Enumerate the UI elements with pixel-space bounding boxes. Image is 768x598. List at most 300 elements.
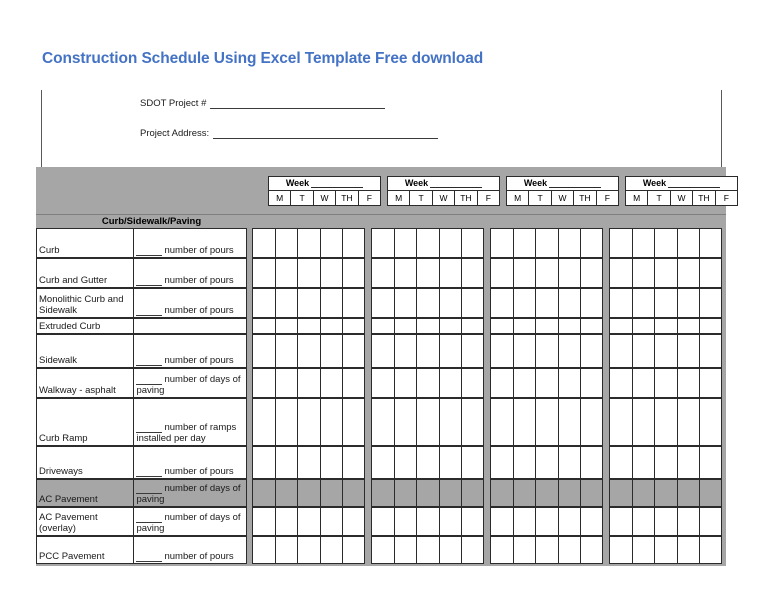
grid-cell-m[interactable] <box>253 335 275 367</box>
grid-cell-th[interactable] <box>559 319 581 333</box>
grid-cell-m[interactable] <box>610 537 632 563</box>
grid-cell-w[interactable] <box>536 447 558 478</box>
grid-cell-m[interactable] <box>372 480 394 506</box>
grid-cell-f[interactable] <box>581 369 602 397</box>
grid-cell-f[interactable] <box>462 508 483 535</box>
grid-cell-th[interactable] <box>559 537 581 563</box>
grid-cell-w[interactable] <box>655 289 677 317</box>
grid-cell-w[interactable] <box>417 259 439 287</box>
grid-cell-th[interactable] <box>321 480 343 506</box>
grid-cell-m[interactable] <box>372 229 394 257</box>
grid-cell-m[interactable] <box>610 319 632 333</box>
task-description-cell[interactable] <box>133 398 247 446</box>
grid-cell-w[interactable] <box>417 369 439 397</box>
table-row <box>36 368 726 398</box>
grid-cell-m[interactable] <box>372 537 394 563</box>
grid-cell-w[interactable] <box>536 229 558 257</box>
grid-cell-m[interactable] <box>253 399 275 445</box>
grid-cell-th[interactable] <box>559 259 581 287</box>
grid-week-3 <box>490 536 603 564</box>
grid-cell-th[interactable] <box>559 447 581 478</box>
grid-week-2 <box>371 398 484 446</box>
grid-cell-t[interactable] <box>514 259 536 287</box>
grid-cell-th[interactable] <box>440 259 462 287</box>
grid-cell-f[interactable] <box>462 480 483 506</box>
grid-cell-w[interactable] <box>655 447 677 478</box>
grid-cell-t[interactable] <box>395 480 417 506</box>
grid-cell-w[interactable] <box>417 399 439 445</box>
grid-cell-t[interactable] <box>514 447 536 478</box>
quantity-input[interactable] <box>136 553 162 562</box>
grid-week-3 <box>490 334 603 368</box>
grid-cell-w[interactable] <box>417 508 439 535</box>
grid-cell-m[interactable] <box>253 537 275 563</box>
grid-cell-m[interactable] <box>610 508 632 535</box>
grid-cell-w[interactable] <box>298 289 320 317</box>
grid-cell-th[interactable] <box>321 537 343 563</box>
grid-cell-w[interactable] <box>536 335 558 367</box>
grid-cell-t[interactable] <box>633 319 655 333</box>
grid-cell-th[interactable] <box>678 229 700 257</box>
grid-cell-th[interactable] <box>678 335 700 367</box>
grid-cell-th[interactable] <box>321 259 343 287</box>
day-header-row-3 <box>507 191 618 205</box>
task-description-cell[interactable] <box>133 318 247 334</box>
grid-cell-w[interactable] <box>298 480 320 506</box>
grid-cell-f[interactable] <box>462 335 483 367</box>
grid-cell-f[interactable] <box>700 229 721 257</box>
grid-cell-t[interactable] <box>276 229 298 257</box>
grid-cell-th[interactable] <box>678 537 700 563</box>
grid-cell-t[interactable] <box>633 289 655 317</box>
grid-cell-f[interactable] <box>700 319 721 333</box>
week-number-input-1[interactable] <box>311 179 363 188</box>
section-header-label: Curb/Sidewalk/Paving <box>36 216 268 227</box>
grid-cell-m[interactable] <box>491 259 513 287</box>
grid-cell-m[interactable] <box>491 508 513 535</box>
grid-cell-m[interactable] <box>253 229 275 257</box>
grid-cell-w[interactable] <box>298 447 320 478</box>
grid-cell-m[interactable] <box>610 229 632 257</box>
grid-cell-f[interactable] <box>581 229 602 257</box>
grid-cell-t[interactable] <box>276 508 298 535</box>
grid-cell-t[interactable] <box>633 335 655 367</box>
grid-cell-w[interactable] <box>417 229 439 257</box>
grid-cell-f[interactable] <box>462 537 483 563</box>
grid-cell-f[interactable] <box>581 537 602 563</box>
grid-cell-m[interactable] <box>253 259 275 287</box>
grid-cell-w[interactable] <box>298 508 320 535</box>
grid-cell-th[interactable] <box>440 480 462 506</box>
task-name-cell: Curb Ramp <box>36 398 134 446</box>
grid-cell-w[interactable] <box>417 537 439 563</box>
grid-cell-t[interactable] <box>633 537 655 563</box>
grid-cell-t[interactable] <box>514 335 536 367</box>
grid-cell-w[interactable] <box>417 447 439 478</box>
grid-cell-w[interactable] <box>417 319 439 333</box>
grid-cell-th[interactable] <box>321 229 343 257</box>
grid-cell-m[interactable] <box>372 289 394 317</box>
day-header-th: TH <box>693 191 715 205</box>
table-row <box>36 334 726 368</box>
schedule-grid-row <box>252 318 722 334</box>
quantity-input[interactable] <box>136 468 162 477</box>
grid-cell-f[interactable] <box>343 399 364 445</box>
grid-cell-th[interactable] <box>440 447 462 478</box>
grid-cell-w[interactable] <box>417 289 439 317</box>
grid-cell-t[interactable] <box>633 229 655 257</box>
grid-cell-f[interactable] <box>343 335 364 367</box>
grid-week-3 <box>490 446 603 479</box>
grid-cell-w[interactable] <box>655 480 677 506</box>
day-header-t: T <box>529 191 551 205</box>
grid-cell-f[interactable] <box>581 259 602 287</box>
grid-week-2 <box>371 228 484 258</box>
grid-cell-f[interactable] <box>581 447 602 478</box>
task-description-cell[interactable] <box>133 288 247 318</box>
grid-week-1 <box>252 334 365 368</box>
form-field-sdot-project[interactable] <box>140 98 385 109</box>
grid-cell-th[interactable] <box>559 369 581 397</box>
grid-cell-t[interactable] <box>514 508 536 535</box>
quantity-input[interactable] <box>136 247 162 256</box>
grid-cell-t[interactable] <box>633 508 655 535</box>
grid-cell-f[interactable] <box>700 480 721 506</box>
grid-cell-w[interactable] <box>298 229 320 257</box>
grid-cell-w[interactable] <box>655 537 677 563</box>
grid-cell-th[interactable] <box>678 480 700 506</box>
grid-cell-f[interactable] <box>343 508 364 535</box>
grid-cell-f[interactable] <box>581 289 602 317</box>
grid-cell-w[interactable] <box>536 369 558 397</box>
grid-cell-th[interactable] <box>440 335 462 367</box>
grid-cell-w[interactable] <box>298 319 320 333</box>
task-description-text: number of days of paving <box>136 483 241 505</box>
grid-cell-f[interactable] <box>462 369 483 397</box>
grid-cell-w[interactable] <box>417 480 439 506</box>
grid-week-4 <box>609 258 722 288</box>
quantity-input[interactable] <box>136 485 162 494</box>
grid-week-4 <box>609 318 722 334</box>
grid-cell-f[interactable] <box>343 259 364 287</box>
grid-cell-w[interactable] <box>298 369 320 397</box>
week-number-input-4[interactable] <box>668 179 720 188</box>
grid-week-3 <box>490 288 603 318</box>
grid-cell-t[interactable] <box>395 335 417 367</box>
grid-cell-m[interactable] <box>372 259 394 287</box>
grid-week-3 <box>490 479 603 507</box>
grid-cell-th[interactable] <box>678 289 700 317</box>
grid-cell-w[interactable] <box>655 229 677 257</box>
grid-cell-t[interactable] <box>276 480 298 506</box>
grid-cell-m[interactable] <box>610 335 632 367</box>
table-row <box>36 318 726 334</box>
grid-cell-m[interactable] <box>610 369 632 397</box>
grid-cell-w[interactable] <box>536 480 558 506</box>
grid-cell-f[interactable] <box>343 319 364 333</box>
grid-cell-f[interactable] <box>462 289 483 317</box>
grid-cell-th[interactable] <box>678 508 700 535</box>
grid-cell-f[interactable] <box>700 447 721 478</box>
grid-week-1 <box>252 446 365 479</box>
grid-cell-t[interactable] <box>633 399 655 445</box>
grid-cell-th[interactable] <box>559 480 581 506</box>
grid-cell-th[interactable] <box>678 447 700 478</box>
grid-cell-th[interactable] <box>440 229 462 257</box>
grid-cell-f[interactable] <box>700 335 721 367</box>
table-row <box>36 398 726 446</box>
grid-cell-m[interactable] <box>491 447 513 478</box>
grid-cell-f[interactable] <box>581 480 602 506</box>
week-block-3 <box>506 176 619 206</box>
grid-cell-m[interactable] <box>372 319 394 333</box>
task-description-text: number of days of paving <box>136 374 241 396</box>
grid-cell-th[interactable] <box>440 289 462 317</box>
grid-cell-th[interactable] <box>559 289 581 317</box>
grid-cell-m[interactable] <box>253 369 275 397</box>
grid-cell-th[interactable] <box>559 229 581 257</box>
grid-cell-m[interactable] <box>491 537 513 563</box>
grid-cell-t[interactable] <box>276 537 298 563</box>
grid-cell-th[interactable] <box>678 319 700 333</box>
week-block-2 <box>387 176 500 206</box>
form-field-project-address[interactable] <box>140 128 438 139</box>
grid-week-1 <box>252 398 365 446</box>
grid-cell-m[interactable] <box>491 289 513 317</box>
grid-cell-t[interactable] <box>514 399 536 445</box>
grid-cell-th[interactable] <box>321 399 343 445</box>
task-description-cell[interactable] <box>133 334 247 368</box>
quantity-input[interactable] <box>136 376 162 385</box>
grid-cell-w[interactable] <box>655 259 677 287</box>
grid-cell-t[interactable] <box>395 229 417 257</box>
grid-cell-th[interactable] <box>440 319 462 333</box>
quantity-input[interactable] <box>136 514 162 523</box>
grid-cell-t[interactable] <box>514 480 536 506</box>
task-description-cell[interactable] <box>133 368 247 398</box>
form-input-sdot-project[interactable] <box>210 98 385 109</box>
grid-cell-th[interactable] <box>321 335 343 367</box>
day-header-row-2 <box>388 191 499 205</box>
grid-cell-m[interactable] <box>253 480 275 506</box>
grid-cell-f[interactable] <box>343 480 364 506</box>
grid-cell-f[interactable] <box>343 229 364 257</box>
grid-cell-f[interactable] <box>343 447 364 478</box>
week-number-input-2[interactable] <box>430 179 482 188</box>
grid-cell-t[interactable] <box>514 319 536 333</box>
grid-cell-t[interactable] <box>633 369 655 397</box>
grid-cell-m[interactable] <box>610 480 632 506</box>
grid-cell-m[interactable] <box>372 508 394 535</box>
grid-cell-w[interactable] <box>536 537 558 563</box>
schedule-grid-row <box>252 334 722 368</box>
quantity-input[interactable] <box>136 424 162 433</box>
day-header-m: M <box>388 191 410 205</box>
grid-week-3 <box>490 398 603 446</box>
grid-cell-t[interactable] <box>395 447 417 478</box>
row-right-edge <box>722 334 726 368</box>
grid-cell-t[interactable] <box>395 537 417 563</box>
grid-cell-w[interactable] <box>536 289 558 317</box>
quantity-input[interactable] <box>136 357 162 366</box>
week-blocks <box>268 176 738 206</box>
grid-cell-th[interactable] <box>440 508 462 535</box>
grid-week-4 <box>609 368 722 398</box>
grid-cell-f[interactable] <box>581 319 602 333</box>
grid-cell-t[interactable] <box>395 508 417 535</box>
grid-cell-t[interactable] <box>514 537 536 563</box>
grid-cell-th[interactable] <box>321 289 343 317</box>
form-input-project-address[interactable] <box>213 128 438 139</box>
day-header-row-1 <box>269 191 380 205</box>
grid-cell-th[interactable] <box>321 319 343 333</box>
task-name-cell: Monolithic Curb and Sidewalk <box>36 288 134 318</box>
grid-cell-th[interactable] <box>559 399 581 445</box>
grid-cell-m[interactable] <box>491 319 513 333</box>
grid-cell-w[interactable] <box>655 369 677 397</box>
grid-cell-th[interactable] <box>678 369 700 397</box>
grid-cell-f[interactable] <box>462 399 483 445</box>
quantity-input[interactable] <box>136 307 162 316</box>
grid-cell-m[interactable] <box>610 399 632 445</box>
grid-cell-w[interactable] <box>417 335 439 367</box>
day-header-th: TH <box>336 191 358 205</box>
grid-cell-t[interactable] <box>395 259 417 287</box>
grid-cell-t[interactable] <box>514 229 536 257</box>
grid-cell-m[interactable] <box>491 335 513 367</box>
schedule-grid-row <box>252 479 722 507</box>
grid-cell-w[interactable] <box>655 399 677 445</box>
grid-cell-w[interactable] <box>298 537 320 563</box>
grid-cell-w[interactable] <box>298 399 320 445</box>
grid-cell-f[interactable] <box>462 447 483 478</box>
grid-cell-w[interactable] <box>298 335 320 367</box>
grid-cell-t[interactable] <box>514 369 536 397</box>
task-description-text: number of pours <box>164 466 234 477</box>
grid-cell-m[interactable] <box>610 259 632 287</box>
grid-cell-m[interactable] <box>253 447 275 478</box>
grid-cell-w[interactable] <box>536 399 558 445</box>
grid-cell-th[interactable] <box>559 508 581 535</box>
grid-cell-t[interactable] <box>276 369 298 397</box>
task-description-cell[interactable] <box>133 258 247 288</box>
grid-cell-t[interactable] <box>633 447 655 478</box>
grid-cell-th[interactable] <box>321 369 343 397</box>
task-description-cell[interactable] <box>133 228 247 258</box>
schedule-grid-row <box>252 228 722 258</box>
grid-cell-f[interactable] <box>343 289 364 317</box>
schedule-grid-row <box>252 398 722 446</box>
grid-cell-th[interactable] <box>678 399 700 445</box>
table-row <box>36 288 726 318</box>
grid-cell-f[interactable] <box>700 508 721 535</box>
day-header-th: TH <box>455 191 477 205</box>
grid-cell-m[interactable] <box>372 369 394 397</box>
grid-cell-m[interactable] <box>253 508 275 535</box>
grid-cell-th[interactable] <box>678 259 700 287</box>
grid-cell-t[interactable] <box>276 447 298 478</box>
task-description-cell[interactable] <box>133 536 247 564</box>
task-description-cell[interactable] <box>133 479 247 507</box>
grid-cell-w[interactable] <box>536 508 558 535</box>
grid-cell-m[interactable] <box>610 289 632 317</box>
grid-cell-m[interactable] <box>491 399 513 445</box>
grid-cell-f[interactable] <box>581 335 602 367</box>
grid-cell-m[interactable] <box>372 399 394 445</box>
grid-cell-f[interactable] <box>462 319 483 333</box>
grid-cell-m[interactable] <box>491 229 513 257</box>
table-row <box>36 258 726 288</box>
grid-cell-th[interactable] <box>440 369 462 397</box>
grid-cell-th[interactable] <box>440 537 462 563</box>
task-description-cell[interactable] <box>133 507 247 536</box>
week-number-input-3[interactable] <box>549 179 601 188</box>
grid-cell-t[interactable] <box>633 259 655 287</box>
grid-cell-t[interactable] <box>395 399 417 445</box>
grid-cell-th[interactable] <box>321 508 343 535</box>
grid-cell-f[interactable] <box>700 369 721 397</box>
grid-cell-w[interactable] <box>655 508 677 535</box>
grid-cell-th[interactable] <box>321 447 343 478</box>
grid-cell-w[interactable] <box>536 259 558 287</box>
grid-cell-t[interactable] <box>276 259 298 287</box>
grid-cell-th[interactable] <box>440 399 462 445</box>
grid-cell-t[interactable] <box>276 319 298 333</box>
grid-cell-t[interactable] <box>395 319 417 333</box>
grid-cell-t[interactable] <box>395 289 417 317</box>
grid-cell-f[interactable] <box>462 229 483 257</box>
day-header-t: T <box>291 191 313 205</box>
grid-cell-t[interactable] <box>633 480 655 506</box>
task-description-cell[interactable] <box>133 446 247 479</box>
grid-cell-t[interactable] <box>276 289 298 317</box>
grid-cell-f[interactable] <box>700 399 721 445</box>
schedule-grid-row <box>252 507 722 536</box>
row-right-edge <box>722 228 726 258</box>
grid-week-4 <box>609 288 722 318</box>
grid-cell-t[interactable] <box>395 369 417 397</box>
grid-cell-w[interactable] <box>655 319 677 333</box>
grid-cell-m[interactable] <box>253 319 275 333</box>
grid-cell-f[interactable] <box>343 537 364 563</box>
grid-cell-f[interactable] <box>343 369 364 397</box>
grid-cell-f[interactable] <box>581 399 602 445</box>
quantity-input[interactable] <box>136 277 162 286</box>
grid-cell-m[interactable] <box>372 335 394 367</box>
task-description-text: number of pours <box>164 355 234 366</box>
grid-cell-w[interactable] <box>298 259 320 287</box>
grid-cell-m[interactable] <box>372 447 394 478</box>
grid-cell-t[interactable] <box>514 289 536 317</box>
row-right-edge <box>722 318 726 334</box>
grid-cell-t[interactable] <box>276 399 298 445</box>
grid-cell-t[interactable] <box>276 335 298 367</box>
grid-cell-m[interactable] <box>491 480 513 506</box>
row-right-edge <box>722 288 726 318</box>
grid-cell-w[interactable] <box>655 335 677 367</box>
grid-cell-w[interactable] <box>536 319 558 333</box>
grid-cell-f[interactable] <box>700 537 721 563</box>
grid-cell-f[interactable] <box>462 259 483 287</box>
grid-cell-m[interactable] <box>610 447 632 478</box>
grid-cell-th[interactable] <box>559 335 581 367</box>
grid-cell-f[interactable] <box>581 508 602 535</box>
grid-cell-m[interactable] <box>253 289 275 317</box>
grid-cell-m[interactable] <box>491 369 513 397</box>
grid-cell-f[interactable] <box>700 289 721 317</box>
grid-cell-f[interactable] <box>700 259 721 287</box>
row-right-edge <box>722 507 726 536</box>
